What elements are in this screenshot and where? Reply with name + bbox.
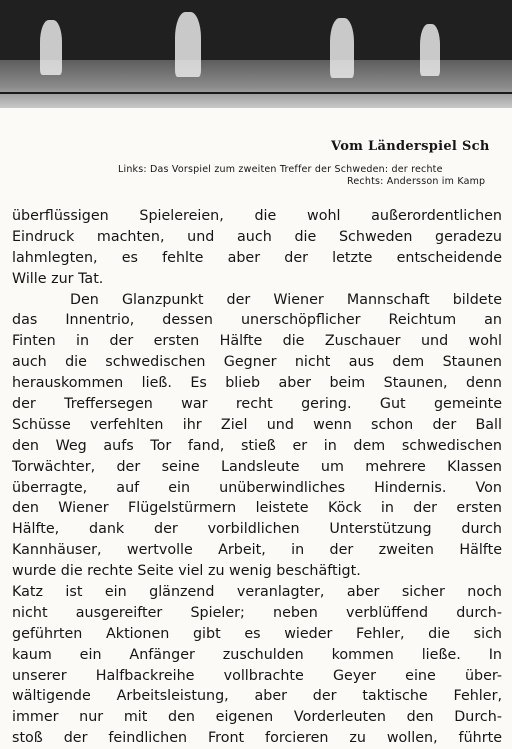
article-line: kaum ein Anfänger zuschulden kommen ließe. In bbox=[12, 646, 502, 663]
article-line: den Wiener Flügelstürmern leistete Köck in der ersten bbox=[12, 500, 502, 517]
article-body bbox=[12, 206, 502, 749]
caption-line-left: Links: Das Vorspiel zum zweiten Treffer der Schweden: der rechte bbox=[118, 164, 443, 175]
article-line: lahmlegten, es fehlte aber der letzte entscheidende bbox=[12, 249, 502, 266]
article-line: Eindruck machten, und auch die Schweden geradezu bbox=[12, 228, 502, 245]
photo-figure bbox=[420, 24, 440, 76]
article-line: den Weg aufs Tor fand, stieß er in dem schwedischen bbox=[12, 437, 502, 454]
article-line: Den Glanzpunkt der Wiener Mannschaft bildete bbox=[70, 291, 502, 308]
article-line: das Innentrio, dessen unerschöpflicher Reichtum an bbox=[12, 312, 502, 329]
article-line: wurde die rechte Seite viel zu wenig beschäftigt. bbox=[12, 563, 361, 580]
article-line: unserer Halfbackreihe vollbrachte Geyer eine über- bbox=[12, 667, 502, 684]
caption-line-right: Rechts: Andersson im Kamp bbox=[347, 176, 486, 187]
article-line: Katz ist ein glänzend veranlagter, aber sicher noch bbox=[12, 584, 502, 601]
article-line: nicht ausgereifter Spieler; neben verblüffend durch- bbox=[12, 604, 502, 621]
article-line: stoß der feindlichen Front forcieren zu wollen, führte bbox=[12, 730, 502, 747]
photo-figure bbox=[330, 18, 354, 78]
article-line: Kannhäuser, wertvolle Arbeit, in der zweiten Hälfte bbox=[12, 542, 502, 559]
article-line: Finten in der ersten Hälfte die Zuschauer und wohl bbox=[12, 333, 502, 350]
article-line: der Treffersegen war recht gering. Gut gemeinte bbox=[12, 396, 502, 413]
article-line: auch die schwedischen Gegner nicht aus dem Staunen bbox=[12, 354, 502, 371]
article-line: immer nur mit den eigenen Vorderleuten den Durch- bbox=[12, 709, 502, 726]
article-line: Wille zur Tat. bbox=[12, 270, 104, 287]
article-line: herauskommen ließ. Es blieb aber beim Staunen, denn bbox=[12, 375, 502, 392]
article-line: Hälfte, dank der vorbildlichen Unterstützung durch bbox=[12, 521, 502, 538]
article-line: überragte, auf ein unüberwindliches Hindernis. Von bbox=[12, 479, 502, 496]
article-line: Schüsse verfehlten ihr Ziel und wenn schon der Ball bbox=[12, 416, 502, 433]
article-line: geführten Aktionen gibt es wieder Fehler, die sich bbox=[12, 625, 502, 642]
article-line: überflüssigen Spielereien, die wohl außerordentlichen bbox=[12, 208, 502, 224]
article-line: Torwächter, der seine Landsleute um mehrere Klassen bbox=[12, 458, 502, 475]
photo-figure bbox=[40, 20, 62, 75]
photo-bottom-edge bbox=[0, 92, 512, 94]
caption-title: Vom Länderspiel Sch bbox=[331, 139, 490, 154]
photo-figure bbox=[175, 12, 201, 77]
match-photo bbox=[0, 0, 512, 108]
article-line: wältigende Arbeitsleistung, aber der taktische Fehler, bbox=[12, 688, 502, 705]
